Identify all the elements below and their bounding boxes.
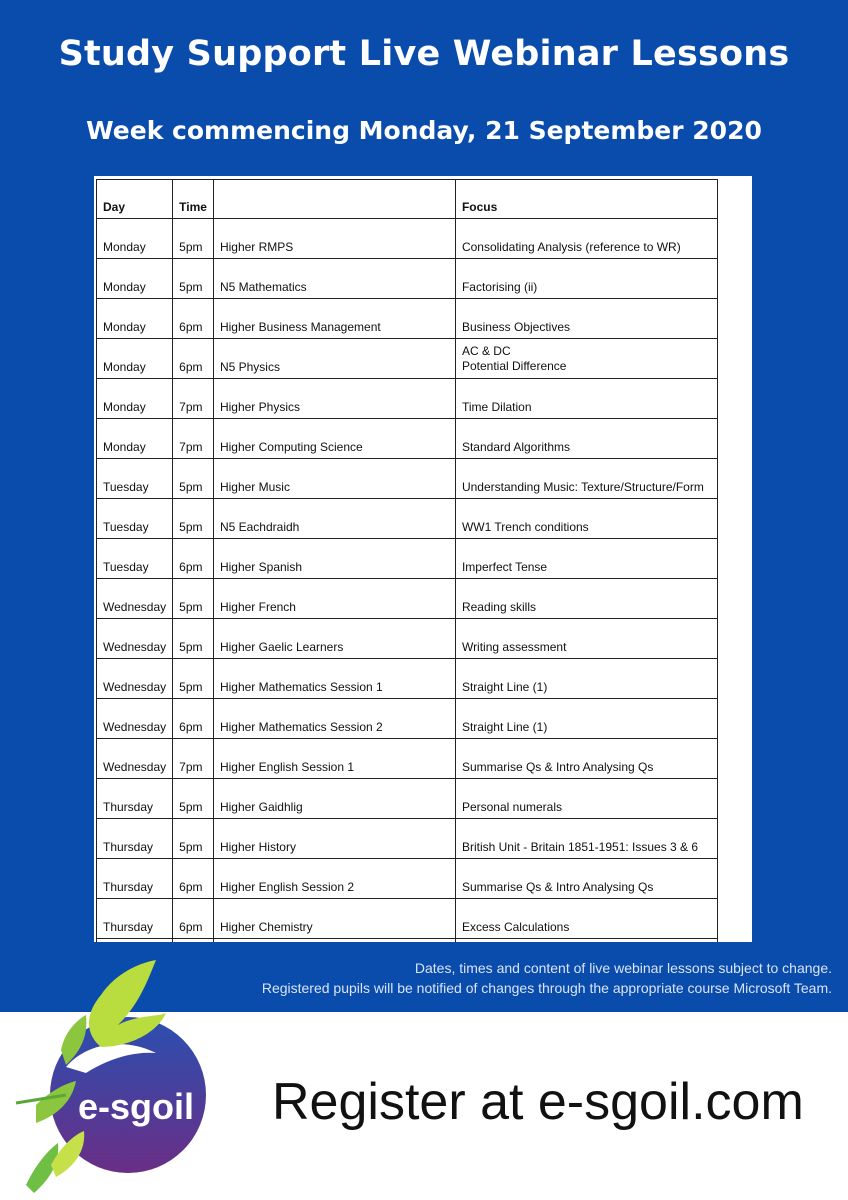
table-row bbox=[97, 259, 718, 299]
subject-cell: Higher Business Management bbox=[213, 299, 455, 339]
change-notice bbox=[262, 958, 832, 998]
table-header-row bbox=[97, 180, 718, 219]
table-row bbox=[97, 899, 718, 939]
time-cell: 6pm bbox=[173, 539, 214, 579]
day-cell: Wednesday bbox=[97, 659, 173, 699]
table-row bbox=[97, 419, 718, 459]
focus-cell: Summarise Qs & Intro Analysing Qs bbox=[455, 859, 717, 899]
e-sgoil-logo bbox=[6, 955, 216, 1195]
table-row bbox=[97, 699, 718, 739]
focus-cell: Factorising (ii) bbox=[455, 259, 717, 299]
subject-cell: Higher History bbox=[213, 819, 455, 859]
notice-line-1: Dates, times and content of live webinar lessons subject to change. bbox=[414, 960, 832, 976]
day-cell: Thursday bbox=[97, 899, 173, 939]
table-row bbox=[97, 859, 718, 899]
day-cell: Wednesday bbox=[97, 699, 173, 739]
header-day: Day bbox=[97, 180, 173, 219]
table-row bbox=[97, 939, 718, 943]
table-row bbox=[97, 819, 718, 859]
table-row bbox=[97, 739, 718, 779]
time-cell: 6pm bbox=[173, 699, 214, 739]
time-cell: 7pm bbox=[173, 419, 214, 459]
day-cell: Monday bbox=[97, 299, 173, 339]
time-cell: 5pm bbox=[173, 459, 214, 499]
subject-cell: Higher Physics bbox=[213, 379, 455, 419]
day-cell: Tuesday bbox=[97, 459, 173, 499]
focus-cell bbox=[455, 939, 717, 943]
day-cell: Wednesday bbox=[97, 619, 173, 659]
focus-cell bbox=[455, 339, 717, 379]
header-focus: Focus bbox=[455, 180, 717, 219]
focus-line: AC & DC bbox=[461, 343, 511, 358]
time-cell: 7pm bbox=[173, 379, 214, 419]
time-cell: 5pm bbox=[173, 659, 214, 699]
subject-cell: Higher Gaidhlig bbox=[213, 779, 455, 819]
day-cell: Monday bbox=[97, 419, 173, 459]
subject-cell: Higher Chemistry bbox=[213, 899, 455, 939]
time-cell: 5pm bbox=[173, 779, 214, 819]
day-cell: Monday bbox=[97, 379, 173, 419]
subject-cell: Higher RMPS bbox=[213, 219, 455, 259]
subject-cell: Higher English Session 2 bbox=[213, 859, 455, 899]
focus-cell: Consolidating Analysis (reference to WR) bbox=[455, 219, 717, 259]
focus-cell: Writing assessment bbox=[455, 619, 717, 659]
time-cell: 5pm bbox=[173, 259, 214, 299]
focus-cell: Imperfect Tense bbox=[455, 539, 717, 579]
time-cell: 7pm bbox=[173, 739, 214, 779]
table-row bbox=[97, 619, 718, 659]
focus-cell: Time Dilation bbox=[455, 379, 717, 419]
table-row bbox=[97, 459, 718, 499]
subject-cell: Higher Mathematics Session 2 bbox=[213, 699, 455, 739]
focus-cell: British Unit - Britain 1851-1951: Issues 3 & 6 bbox=[455, 819, 717, 859]
focus-cell: Straight Line (1) bbox=[455, 659, 717, 699]
page-title: Study Support Live Webinar Lessons bbox=[58, 34, 790, 74]
focus-cell: WW1 Trench conditions bbox=[455, 499, 717, 539]
subject-cell: Higher Computing Science bbox=[213, 419, 455, 459]
focus-cell: Personal numerals bbox=[455, 779, 717, 819]
day-cell: Monday bbox=[97, 259, 173, 299]
table-row bbox=[97, 299, 718, 339]
time-cell: 5pm bbox=[173, 819, 214, 859]
time-cell: 6pm bbox=[173, 299, 214, 339]
subject-cell bbox=[213, 939, 455, 943]
day-cell: Monday bbox=[97, 339, 173, 379]
focus-cell: Standard Algorithms bbox=[455, 419, 717, 459]
time-cell: 5pm bbox=[173, 219, 214, 259]
subject-cell: Higher Spanish bbox=[213, 539, 455, 579]
focus-cell: Summarise Qs & Intro Analysing Qs bbox=[455, 739, 717, 779]
time-cell: 6pm bbox=[173, 899, 214, 939]
header-subject bbox=[213, 180, 455, 219]
focus-cell: Understanding Music: Texture/Structure/Form bbox=[455, 459, 717, 499]
subject-cell: Higher English Session 1 bbox=[213, 739, 455, 779]
day-cell: Tuesday bbox=[97, 539, 173, 579]
table-row bbox=[97, 539, 718, 579]
time-cell bbox=[173, 939, 214, 943]
table-row bbox=[97, 499, 718, 539]
subject-cell: Higher French bbox=[213, 579, 455, 619]
schedule-sheet bbox=[94, 176, 752, 942]
focus-cell: Straight Line (1) bbox=[455, 699, 717, 739]
schedule-body bbox=[97, 219, 718, 943]
page-subtitle: Week commencing Monday, 21 September 2020 bbox=[86, 116, 762, 145]
table-row bbox=[97, 659, 718, 699]
focus-cell: Reading skills bbox=[455, 579, 717, 619]
day-cell: Wednesday bbox=[97, 579, 173, 619]
subject-cell: N5 Mathematics bbox=[213, 259, 455, 299]
day-cell: Tuesday bbox=[97, 499, 173, 539]
day-cell: Monday bbox=[97, 219, 173, 259]
day-cell: Thursday bbox=[97, 859, 173, 899]
table-row bbox=[97, 219, 718, 259]
table-row bbox=[97, 339, 718, 379]
time-cell: 5pm bbox=[173, 499, 214, 539]
day-cell: Wednesday bbox=[97, 739, 173, 779]
notice-line-2: Registered pupils will be notified of changes through the appropriate course Microsoft Team. bbox=[261, 980, 832, 996]
schedule-table bbox=[96, 179, 718, 942]
day-cell: Thursday bbox=[97, 779, 173, 819]
subject-cell: N5 Physics bbox=[213, 339, 455, 379]
day-cell bbox=[97, 939, 173, 943]
time-cell: 5pm bbox=[173, 619, 214, 659]
subject-cell: N5 Eachdraidh bbox=[213, 499, 455, 539]
focus-cell: Excess Calculations bbox=[455, 899, 717, 939]
header-time: Time bbox=[173, 180, 214, 219]
subject-cell: Higher Music bbox=[213, 459, 455, 499]
table-row bbox=[97, 579, 718, 619]
time-cell: 6pm bbox=[173, 859, 214, 899]
focus-line: Potential Difference bbox=[461, 358, 567, 373]
focus-cell: Business Objectives bbox=[455, 299, 717, 339]
table-row bbox=[97, 779, 718, 819]
subject-cell: Higher Mathematics Session 1 bbox=[213, 659, 455, 699]
subject-cell: Higher Gaelic Learners bbox=[213, 619, 455, 659]
time-cell: 6pm bbox=[173, 339, 214, 379]
register-call-to-action: Register at e-sgoil.com bbox=[272, 1073, 804, 1131]
day-cell: Thursday bbox=[97, 819, 173, 859]
logo-text: e-sgoil bbox=[77, 1086, 195, 1127]
table-row bbox=[97, 379, 718, 419]
time-cell: 5pm bbox=[173, 579, 214, 619]
